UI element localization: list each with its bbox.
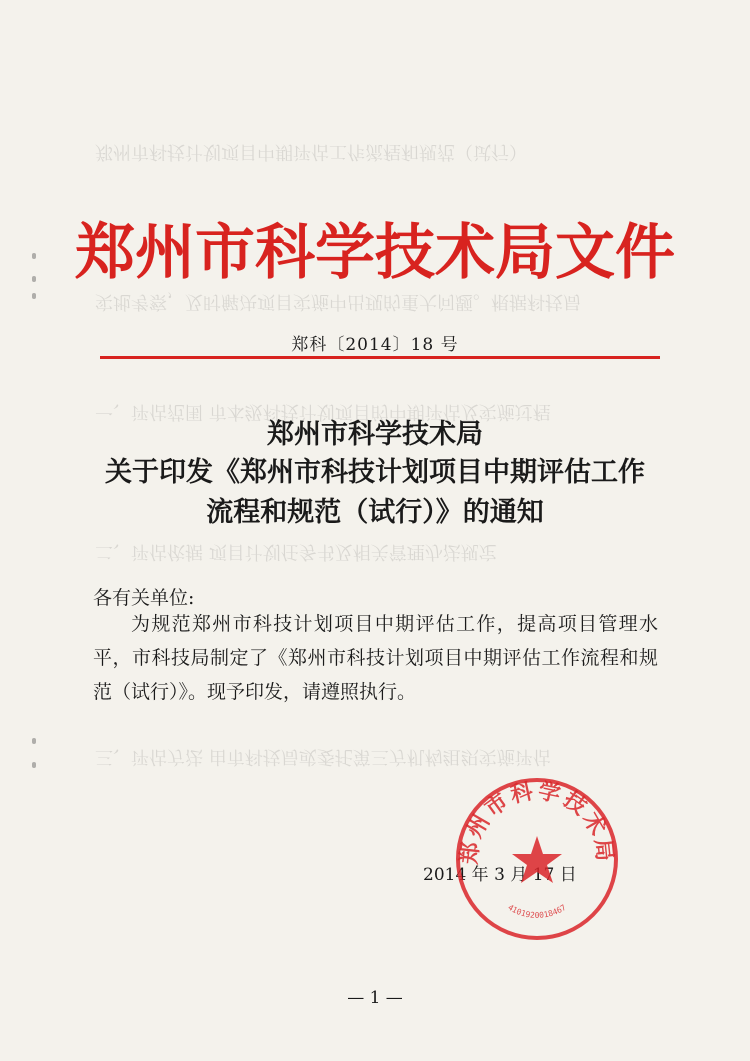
issue-date: 2014 年 3 月 17 日 [423,865,577,885]
bleed-through-text: 三、评估方法 由市科技局或委托第三方机构组织实施评估 [95,746,551,767]
body-paragraph: 为规范郑州市科技计划项目中期评估工作，提高项目管理水平，市科技局制定了《郑州市科技计划项目中期评估工作流程和规范（试行）》。现予印发，请遵照执行。 [93,613,658,703]
svg-text:4101920018467: 4101920018467 [506,902,568,920]
binding-mark [32,738,36,744]
binding-mark [32,276,36,282]
issuing-authority-header: 郑州市科学技术局文件 [75,218,675,288]
binding-mark [32,253,36,259]
notice-title-line3: 流程和规范（试行）》的通知 [206,497,544,528]
binding-mark [32,293,36,299]
bleed-through-text: 二、评估依据 项目计划任务书及相关管理办法规定 [95,541,497,562]
notice-title-line1: 郑州市科学技术局 [267,419,483,450]
official-seal-stamp [452,774,622,944]
bleed-through-text: 实地考察，及时解决项目实施中出现的重大问题。根据科技局 [95,291,581,312]
bleed-through-text: 郑州市科技计划项目中期评估工作流程和规范（试行） [95,141,527,162]
salutation: 各有关单位: [93,587,195,609]
bleed-through-text: 一、评估范围 市本级科技计划项目的中期评估及实施过程 [95,401,551,422]
binding-mark [32,762,36,768]
notice-title-line2: 关于印发《郑州市科技计划项目中期评估工作 [105,457,645,488]
page-number: — 1 — [347,988,403,1008]
svg-text:郑州市科学技术局: 郑州市科学技术局 [456,777,618,866]
red-divider-line [100,356,660,359]
document-number: 郑科〔2014〕18 号 [291,335,459,355]
